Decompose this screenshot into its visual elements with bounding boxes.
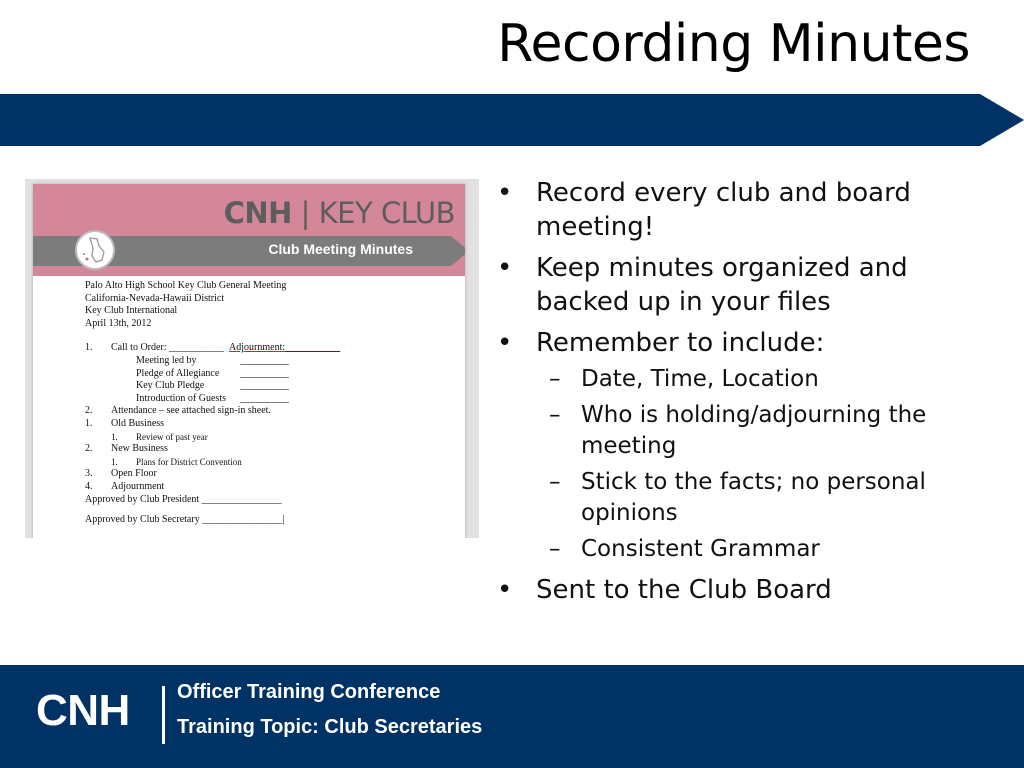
footer-training-topic: Training Topic: Club Secretaries xyxy=(177,716,483,738)
doc-sub-item: Key Club Pledge ____________ xyxy=(136,380,288,392)
sub-bullet-item: – Date, Time, Location xyxy=(497,364,997,395)
dash-icon: – xyxy=(549,402,561,428)
sub-bullet-item: – Who is holding/adjourning the meeting xyxy=(549,402,927,459)
doc-open-floor-line: 3. Open Floor xyxy=(85,468,157,480)
bullet-icon: • xyxy=(497,178,513,208)
doc-approved-secretary: Approved by Club Secretary ________________| xyxy=(85,514,285,526)
doc-attendance-line: 2. Attendance – see attached sign-in sheet. xyxy=(85,405,271,417)
footer-divider xyxy=(162,686,165,744)
doc-header-line: April 13th, 2012 xyxy=(85,317,152,329)
doc-approved-president: Approved by Club President ________________ xyxy=(85,493,282,505)
bullet-item: • Remember to include: xyxy=(497,328,825,358)
doc-call-to-order-line: 1. Call to Order: ___________ Adjournment:___________ xyxy=(85,342,341,354)
bullet-item: • Record every club and board meeting! xyxy=(497,178,911,242)
doc-new-business-line: 2. New Business xyxy=(85,443,168,455)
doc-sub-item: Pledge of Allegiance ____________ xyxy=(136,367,288,379)
doc-old-business-sub: 1. Review of past year xyxy=(111,431,208,442)
title-banner-arrow xyxy=(0,94,1024,146)
dash-icon: – xyxy=(549,469,561,495)
doc-sub-item: Meeting led by ____________ xyxy=(136,354,288,366)
bullet-icon: • xyxy=(497,328,513,358)
footer-conference-title: Officer Training Conference xyxy=(177,681,441,703)
sub-bullet-item: – Consistent Grammar xyxy=(497,534,997,565)
dash-icon: – xyxy=(549,366,561,392)
document-body xyxy=(85,280,455,527)
footer-logo: CNH xyxy=(36,686,130,735)
district-seal-icon xyxy=(75,230,115,270)
sub-bullet-item: – Stick to the facts; no personal opinions xyxy=(549,469,926,526)
bullet-item: • Keep minutes organized and backed up in your files xyxy=(497,253,908,317)
bullet-icon: • xyxy=(497,253,513,283)
doc-adjournment-line: 4. Adjournment xyxy=(85,480,165,492)
bullet-icon: • xyxy=(497,575,513,605)
doc-header-line: Key Club International xyxy=(85,305,178,317)
doc-sub-item: Introduction of Guests ____________ xyxy=(136,392,288,404)
minutes-document-image xyxy=(25,179,479,538)
doc-old-business-line: 1. Old Business xyxy=(85,417,165,429)
slide-title: Recording Minutes xyxy=(497,14,970,74)
bullet-list xyxy=(497,176,997,614)
document-page xyxy=(33,184,465,538)
document-brand: CNH | KEY CLUB xyxy=(223,196,455,230)
doc-new-business-sub: 1. Plans for District Convention xyxy=(111,456,242,467)
document-band-label: Club Meeting Minutes xyxy=(268,241,413,257)
footer-bar xyxy=(0,665,1024,768)
dash-icon: – xyxy=(549,536,561,562)
doc-header-line: Palo Alto High School Key Club General Meeting xyxy=(85,280,287,291)
bullet-item: • Sent to the Club Board xyxy=(497,575,832,605)
doc-header-line: California-Nevada-Hawaii District xyxy=(85,292,225,304)
